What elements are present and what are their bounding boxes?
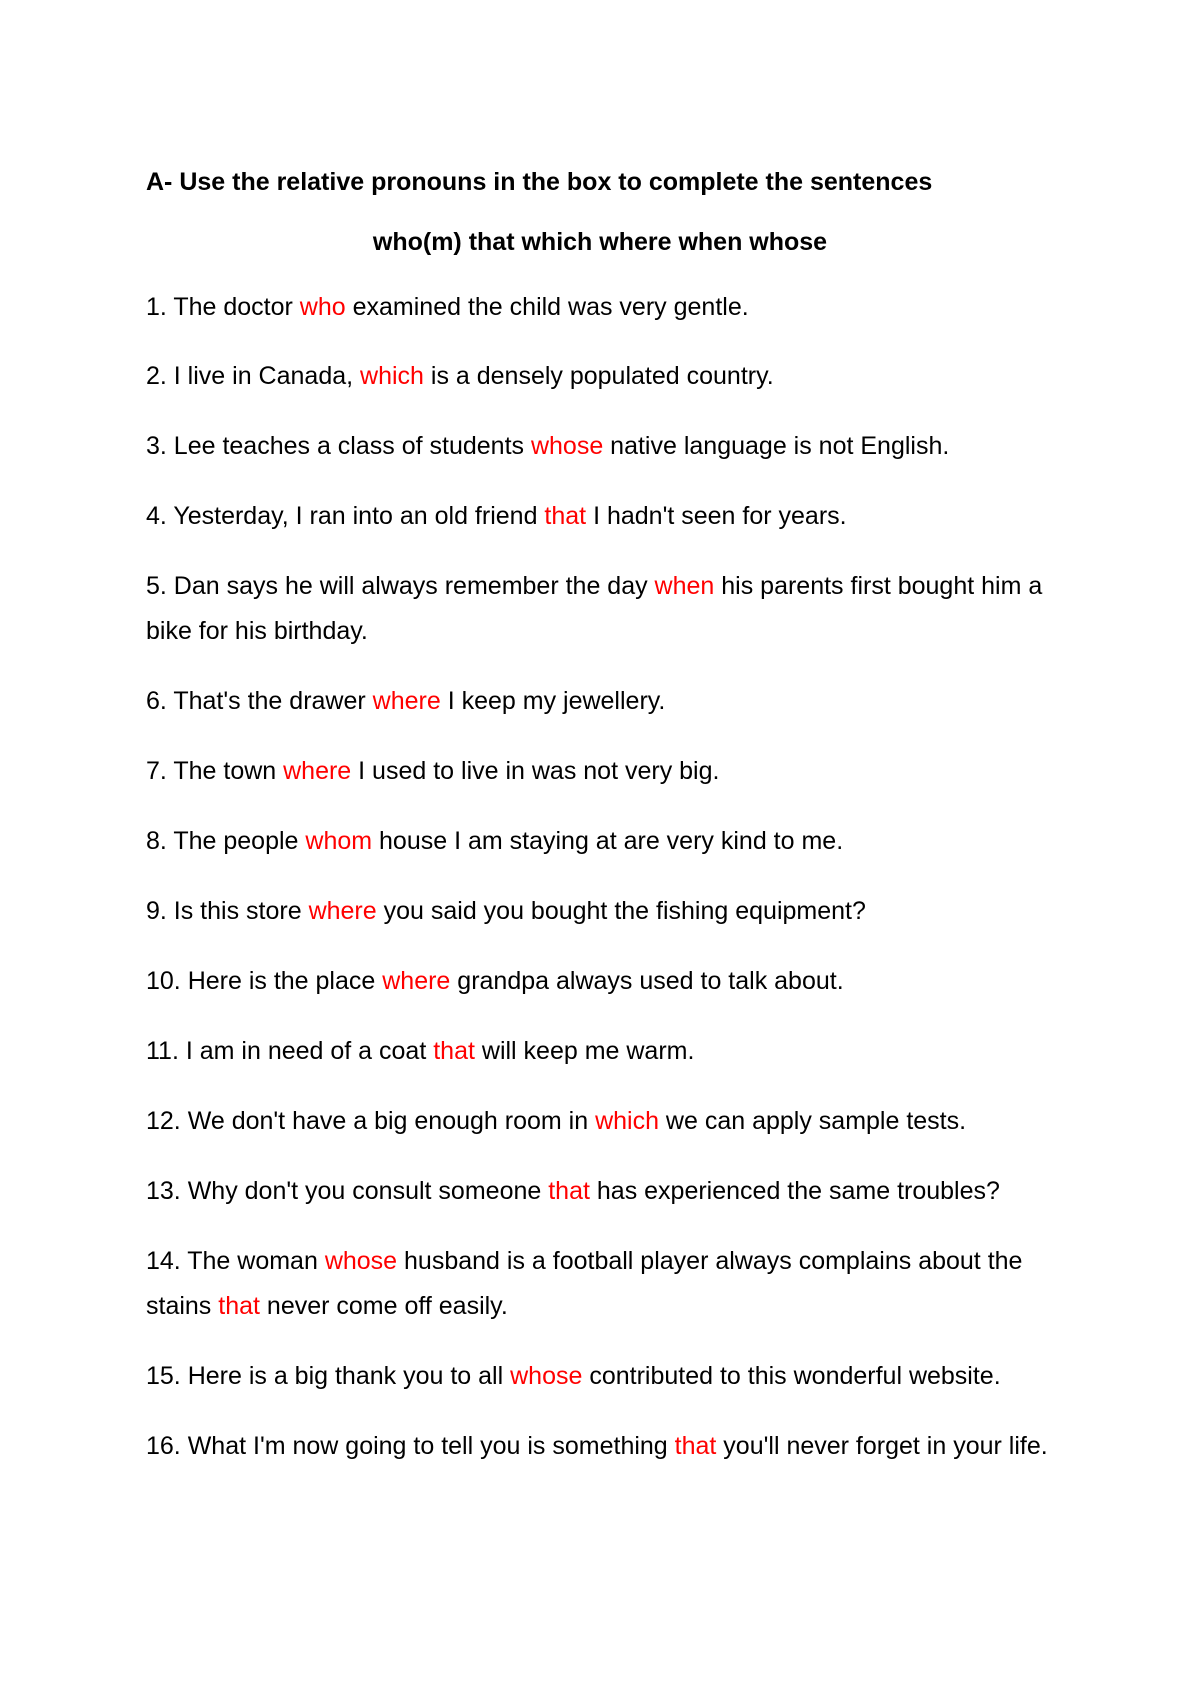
sentence-text: I used to live in was not very big.: [351, 757, 720, 785]
sentence-4: [146, 494, 1076, 539]
sentence-text: 6. That's the drawer: [146, 687, 373, 715]
pronoun-word-box: who(m) that which where when whose: [372, 228, 828, 256]
sentence-16: [146, 1424, 1076, 1469]
answer-word: whose: [530, 432, 604, 460]
sentence-text: 4. Yesterday, I ran into an old friend: [146, 502, 545, 530]
answer-word: whose: [510, 1362, 583, 1390]
sentence-8: [146, 819, 1076, 864]
answer-word: where: [382, 967, 451, 995]
sentence-15: [146, 1354, 1076, 1399]
sentence-text: house I am staying at are very kind to me.: [372, 827, 844, 855]
sentence-text: will keep me warm.: [474, 1037, 695, 1065]
sentence-text: you said you bought the fishing equipment?: [376, 897, 866, 925]
sentence-text: contributed to this wonderful website.: [582, 1362, 1001, 1390]
sentence-11: [146, 1029, 1076, 1074]
sentence-text: 2. I live in Canada,: [146, 362, 361, 390]
answer-word: that: [218, 1292, 260, 1320]
answer-word: whom: [305, 827, 373, 855]
answer-word: that: [674, 1432, 717, 1460]
sentence-13: [146, 1169, 1076, 1214]
sentence-3: [146, 424, 1076, 469]
sentence-text: we can apply sample tests.: [658, 1107, 967, 1135]
sentence-text: I hadn't seen for years.: [586, 502, 847, 530]
answer-word: that: [548, 1177, 590, 1205]
sentence-text: native language is not English.: [603, 432, 950, 460]
answer-word: which: [360, 362, 424, 390]
sentence-text: I keep my jewellery.: [440, 687, 666, 715]
sentence-text: 5. Dan says he will always remember the day: [146, 572, 655, 600]
sentence-text: is a densely populated country.: [423, 362, 774, 390]
sentence-text: husband is a football player always complains about the stains: [146, 1247, 1023, 1320]
sentence-text: 12. We don't have a big enough room in: [146, 1107, 596, 1135]
answer-word: who: [299, 293, 346, 321]
sentence-7: [146, 749, 1076, 794]
sentence-10: [146, 959, 1076, 1004]
sentence-text: 15. Here is a big thank you to all: [146, 1362, 511, 1390]
exercise-heading: A- Use the relative pronouns in the box to complete the sentences: [146, 168, 933, 196]
answer-word: that: [544, 502, 587, 530]
sentence-text: has experienced the same troubles?: [589, 1177, 1000, 1205]
sentence-text: 10. Here is the place: [146, 967, 383, 995]
sentence-1: [146, 285, 1076, 330]
sentence-text: 11. I am in need of a coat: [146, 1037, 434, 1065]
sentence-text: 7. The town: [146, 757, 284, 785]
answer-word: that: [433, 1037, 475, 1065]
sentence-text: 14. The woman: [146, 1247, 325, 1275]
sentence-text: 1. The doctor: [146, 293, 300, 321]
sentence-text: 13. Why don't you consult someone: [146, 1177, 549, 1205]
sentence-12: [146, 1099, 1076, 1144]
answer-word: where: [308, 897, 377, 925]
sentence-text: 9. Is this store: [146, 897, 309, 925]
sentence-14: [146, 1239, 1076, 1329]
answer-word: where: [372, 687, 441, 715]
sentence-text: grandpa always used to talk about.: [450, 967, 844, 995]
sentence-text: 8. The people: [146, 827, 306, 855]
answer-word: which: [595, 1107, 659, 1135]
sentence-text: 16. What I'm now going to tell you is something: [146, 1432, 675, 1460]
sentence-5: [146, 564, 1076, 654]
sentence-9: [146, 889, 1076, 934]
sentence-text: you'll never forget in your life.: [716, 1432, 1048, 1460]
sentence-text: 3. Lee teaches a class of students: [146, 432, 531, 460]
sentence-text: examined the child was very gentle.: [345, 293, 749, 321]
answer-word: when: [654, 572, 715, 600]
sentence-6: [146, 679, 1076, 724]
sentence-text: his parents first bought him a bike for his birthday.: [146, 572, 1043, 645]
sentence-text: never come off easily.: [259, 1292, 508, 1320]
sentence-2: [146, 354, 1076, 399]
answer-word: whose: [324, 1247, 398, 1275]
answer-word: where: [283, 757, 352, 785]
